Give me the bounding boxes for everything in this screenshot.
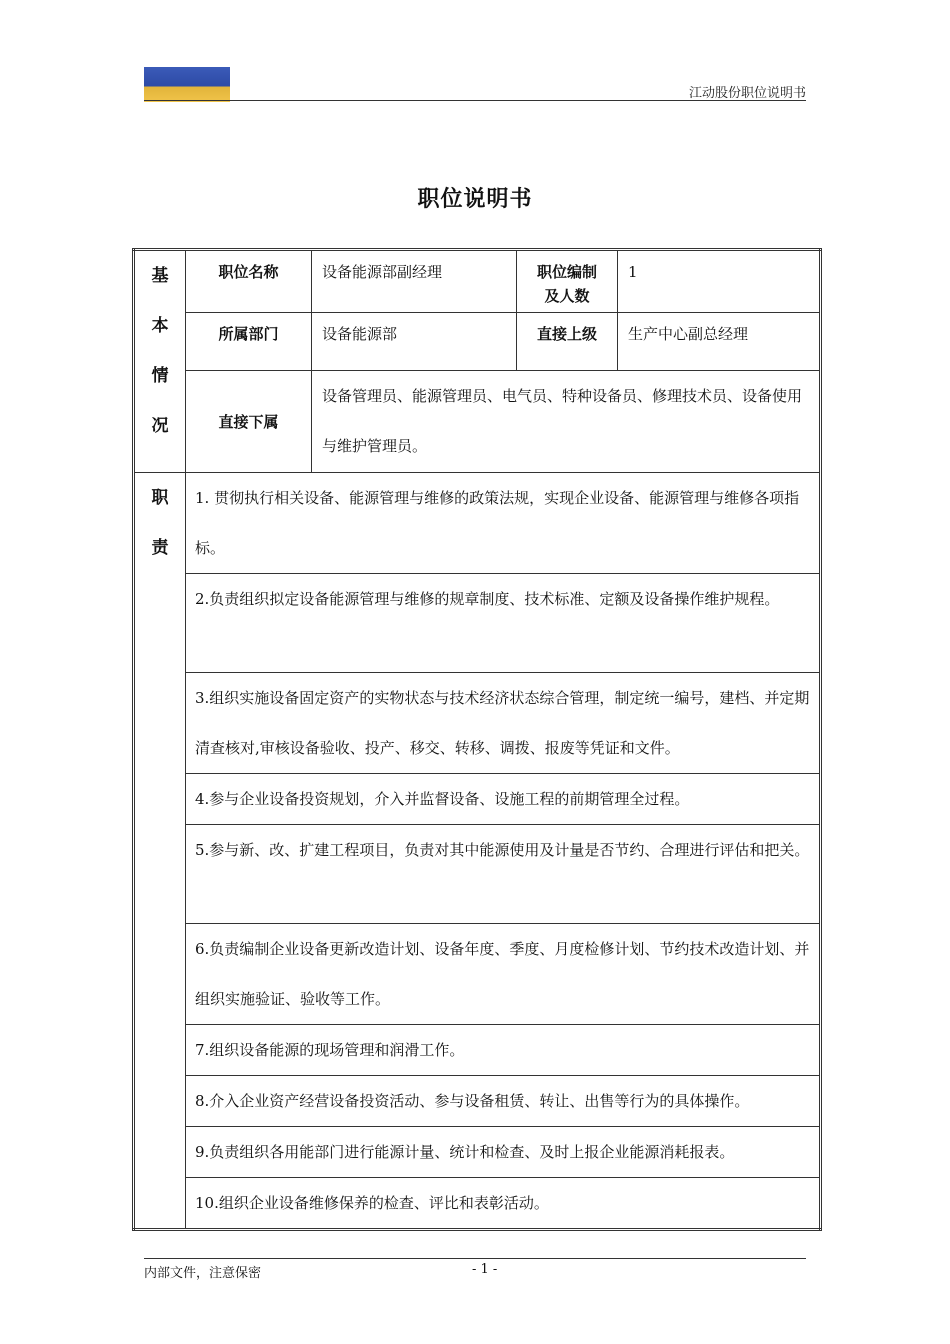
duty-item: 3.组织实施设备固定资产的实物状态与技术经济状态综合管理，制定统一编号，建档、并定期清查核对,审核设备验收、投产、移交、转移、调拨、报废等凭证和文件。 <box>186 673 821 774</box>
page-number: - 1 - <box>472 1262 498 1277</box>
headcount-value: 1 <box>618 250 821 313</box>
duty-item: 7.组织设备能源的现场管理和润滑工作。 <box>186 1025 821 1076</box>
duty-item: 1. 贯彻执行相关设备、能源管理与维修的政策法规，实现企业设备、能源管理与维修各项指标。 <box>186 473 821 574</box>
dept-label: 所属部门 <box>186 313 312 371</box>
subordinates-label: 直接下属 <box>186 371 312 473</box>
footer-note: 内部文件，注意保密 <box>144 1266 262 1281</box>
job-name-value: 设备能源部副经理 <box>312 250 517 313</box>
duty-item: 2.负责组织拟定设备能源管理与维修的规章制度、技术标准、定额及设备操作维护规程。 <box>186 574 821 673</box>
basic-section-label: 基 本 情 况 <box>134 250 186 473</box>
headcount-label: 职位编制及人数 <box>517 250 618 313</box>
subordinates-value: 设备管理员、能源管理员、电气员、特种设备员、修理技术员、设备使用与维护管理员。 <box>312 371 821 473</box>
superior-value: 生产中心副总经理 <box>618 313 821 371</box>
duty-item: 8.介入企业资产经营设备投资活动、参与设备租赁、转让、出售等行为的具体操作。 <box>186 1076 821 1127</box>
job-name-label: 职位名称 <box>186 250 312 313</box>
footer-divider <box>144 1258 806 1259</box>
duty-item: 10.组织企业设备维修保养的检查、评比和表彰活动。 <box>186 1178 821 1230</box>
duty-item: 6.负责编制企业设备更新改造计划、设备年度、季度、月度检修计划、节约技术改造计划、并组织实施验证、验收等工作。 <box>186 924 821 1025</box>
duty-item: 9.负责组织各用能部门进行能源计量、统计和检查、及时上报企业能源消耗报表。 <box>186 1127 821 1178</box>
job-description-table <box>132 248 822 1231</box>
page-title: 职位说明书 <box>417 187 533 212</box>
duty-item: 4.参与企业设备投资规划，介入并监督设备、设施工程的前期管理全过程。 <box>186 774 821 825</box>
duty-item: 5.参与新、改、扩建工程项目，负责对其中能源使用及计量是否节约、合理进行评估和把关。 <box>186 825 821 924</box>
duties-section-label: 职 责 <box>134 473 186 1230</box>
dept-value: 设备能源部 <box>312 313 517 371</box>
header-divider <box>144 100 806 101</box>
header-title: 江动股份职位说明书 <box>688 86 806 101</box>
superior-label: 直接上级 <box>517 313 618 371</box>
company-logo <box>144 67 230 102</box>
